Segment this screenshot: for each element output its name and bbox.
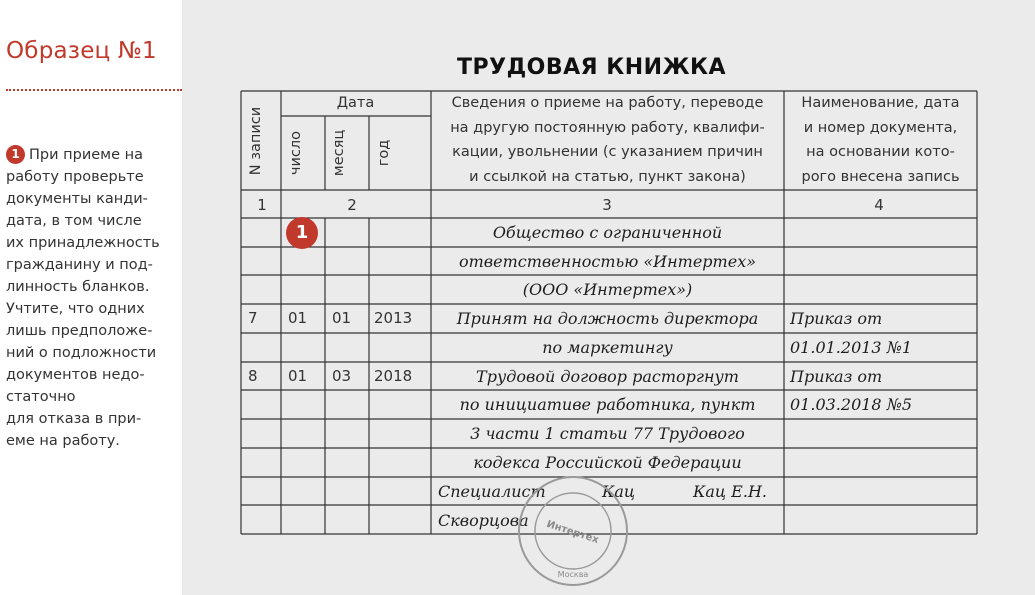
header-day: число <box>288 130 304 176</box>
sidebar-divider <box>6 89 182 91</box>
marker-badge: 1 <box>286 217 318 249</box>
note-line: лишь предположе- <box>6 323 153 339</box>
stamp-bottom-text: Москва <box>557 570 589 579</box>
note-line: документы канди- <box>6 191 148 207</box>
header-date: Дата <box>336 95 375 111</box>
header-document <box>784 91 977 189</box>
note-badge: 1 <box>6 145 25 164</box>
cell-document: 01.01.2013 №1 <box>790 338 913 357</box>
document-title: ТРУДОВАЯ КНИЖКА <box>456 55 727 80</box>
cell-info: по маркетингу <box>542 338 673 357</box>
cell-info: Трудовой договор расторгнут <box>476 367 739 386</box>
cell-day: 01 <box>288 367 308 385</box>
note-line: статочно <box>6 389 76 405</box>
sidebar <box>0 0 182 595</box>
sample-title: Образец №1 <box>6 38 157 64</box>
cell-document: 01.03.2018 №5 <box>790 395 913 414</box>
note-line: ний о подложности <box>6 345 157 361</box>
cell-document: Приказ от <box>790 367 883 386</box>
header-info <box>431 91 784 189</box>
col-number-1: 1 <box>257 196 267 214</box>
signature-scribble: Кац <box>602 482 636 501</box>
note-line: линность бланков. <box>6 279 150 295</box>
header-line: и ссылкой на статью, пункт закона) <box>469 168 746 185</box>
header-record-number: N записи <box>248 106 264 176</box>
note-line: для отказа в при- <box>6 411 142 427</box>
signature-surname: Скворцова <box>438 511 529 530</box>
header-line: Сведения о приеме на работу, переводе <box>451 95 764 111</box>
note-line: дата, в том числе <box>6 213 142 229</box>
note-line: еме на работу. <box>6 433 120 449</box>
note-line: гражданину и под- <box>6 257 153 273</box>
note-line: документов недо- <box>6 367 145 383</box>
signature-name: Кац Е.Н. <box>693 482 767 501</box>
cell-info: по инициативе работника, пункт <box>459 395 756 414</box>
cell-month: 03 <box>332 367 352 385</box>
note-line: работу проверьте <box>6 169 144 185</box>
header-line: рого внесена запись <box>801 168 960 185</box>
stamp-center-text: Интертех <box>545 518 600 547</box>
cell-month: 01 <box>332 309 352 327</box>
cell-info: кодекса Российской Федерации <box>473 453 742 472</box>
header-month: месяц <box>331 129 347 177</box>
signature-position: Специалист <box>438 482 546 501</box>
note-line: их принадлежность <box>6 235 160 251</box>
cell-info: 3 части 1 статьи 77 Трудового <box>470 424 745 443</box>
header-line: на основании кото- <box>806 144 955 160</box>
document-area <box>182 0 1035 595</box>
company-stamp <box>516 474 630 588</box>
header-line: Наименование, дата <box>801 95 960 111</box>
note-line: Учтите, что одних <box>6 301 145 317</box>
cell-document: Приказ от <box>790 309 883 328</box>
header-line: на другую постоянную работу, квалифи- <box>450 119 765 136</box>
cell-info: Принят на должность директора <box>456 309 759 328</box>
cell-year: 2018 <box>374 367 413 385</box>
cell-info: Общество с ограниченной <box>492 223 723 242</box>
header-year: год <box>376 139 392 167</box>
cell-day: 01 <box>288 309 308 327</box>
cell-info: (ООО «Интертех») <box>522 280 693 299</box>
note-line: 1 При приеме на <box>6 144 174 166</box>
header-line: кации, увольнении (с указанием причин <box>452 144 763 160</box>
header-line: и номер документа, <box>803 119 958 136</box>
col-number-4: 4 <box>874 196 884 214</box>
cell-info: ответственностью «Интертех» <box>458 252 756 271</box>
cell-record-number: 8 <box>248 367 258 385</box>
cell-year: 2013 <box>374 309 413 327</box>
col-number-2: 2 <box>347 196 357 214</box>
cell-record-number: 7 <box>248 309 258 327</box>
sidebar-note <box>6 144 174 452</box>
col-number-3: 3 <box>602 196 612 214</box>
